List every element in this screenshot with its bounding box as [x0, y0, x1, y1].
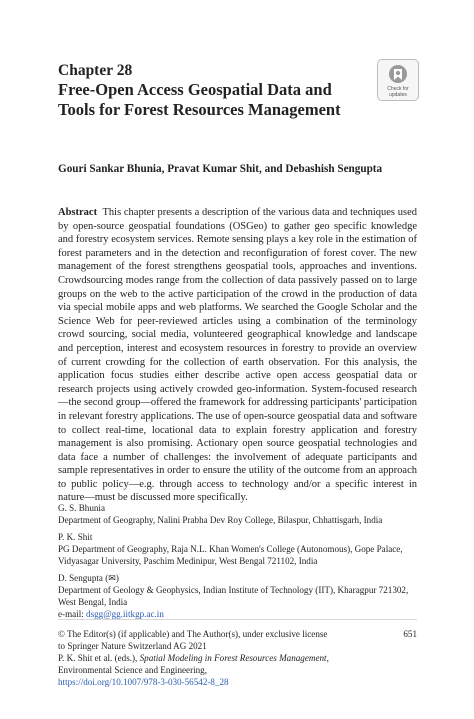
affiliation-name: D. Sengupta (✉): [58, 573, 119, 583]
footer-divider: [58, 619, 417, 620]
affiliation-line: Department of Geography, Nalini Prabha Dev Roy College, Bilaspur, Chhattisgarh, India: [58, 515, 383, 525]
affiliation-bhunia: [58, 502, 428, 526]
author-list: Gouri Sankar Bhunia, Pravat Kumar Shit, and Debashish Sengupta: [58, 163, 383, 175]
badge-label: [378, 86, 418, 98]
copyright-footer: [58, 628, 378, 688]
affiliation-line: PG Department of Geography, Raja N.L. Khan Women's College (Autonomous), Gope Palace,: [58, 544, 403, 554]
badge-line-2: updates: [389, 92, 407, 98]
abstract: [58, 206, 417, 505]
series-line: Environmental Science and Engineering,: [58, 665, 207, 675]
copyright-line: to Springer Nature Switzerland AG 2021: [58, 641, 207, 651]
citation-line: [58, 652, 378, 664]
copyright-line: © The Editor(s) (if applicable) and The Author(s), under exclusive license: [58, 629, 328, 639]
page-number: 651: [403, 629, 417, 639]
affiliation-sengupta: [58, 572, 428, 620]
affiliation-line: Vidyasagar University, Paschim Medinipur, West Bengal 721102, India: [58, 556, 318, 566]
doi-link[interactable]: https://doi.org/10.1007/978-3-030-56542-8_28: [58, 677, 229, 687]
chapter-title: Free-Open Access Geospatial Data and Tools for Forest Resources Management: [58, 80, 341, 119]
email-link[interactable]: dsgg@gg.iitkgp.ac.in: [86, 609, 164, 619]
citation-prefix: P. K. Shit et al. (eds.),: [58, 653, 140, 663]
affiliation-shit: [58, 531, 428, 567]
chapter-number: Chapter 28: [58, 62, 133, 79]
email-label: e-mail:: [58, 609, 87, 619]
affiliation-line: Department of Geology & Geophysics, Indian Institute of Technology (IIT), Kharagpur 721302,: [58, 585, 409, 595]
abstract-label: Abstract: [58, 207, 98, 218]
book-title: Spatial Modeling in Forest Resources Management: [139, 653, 327, 663]
abstract-text: This chapter presents a description of the various data and techniques used by open-source geospatial foundations (OSGeo) to gather geo specific knowledge and forestry ecosystem services. Remote sensing plays a key role in the estimation of forest parameters and in the detection and reconfiguration of forest cover. The new management of the forest strengthens geospatial tools, approaches and inventions. Crowdsourcing modes range from the collection of data passively passed on to large groups on the web to the active participation of the crowd in the production of data via special mobile apps and web platforms. We searched the Google Scholar and the Science Web for peer-reviewed articles using a combination of the terminology crowd sourcing, social media, volunteered geographical knowledge and landscape and perception, interest and ecosystem resources in forestry to provide an overview of current crowding for the collection of earth observation. For this analysis, the application focus studies either describe active open access geospatial data or research projects using actively crowded geo-information. System-focused research—the second group—offered the framework for addressing participants' participation in relevant forestry applications. The use of open-source geospatial data and software to collect real-time, locational data to explain forestry application and forestry management is also promising. Actionary open source geospatial technologies and data face a number of challenges: the involvement of adequate participants and sample representatives in order to ensure the utility of the outcome from an approach to public policy—e.g. through access to technology and/or a specific interest in nature—must be discussed more specifically.: [58, 207, 417, 504]
citation-suffix: ,: [326, 653, 329, 663]
bookmark-check-icon: [388, 64, 408, 85]
affiliation-line: West Bengal, India: [58, 597, 128, 607]
badge-line-1: Check for: [387, 86, 409, 92]
affiliation-name: G. S. Bhunia: [58, 503, 105, 513]
check-for-updates-badge[interactable]: [377, 59, 419, 101]
affiliation-name: P. K. Shit: [58, 532, 93, 542]
